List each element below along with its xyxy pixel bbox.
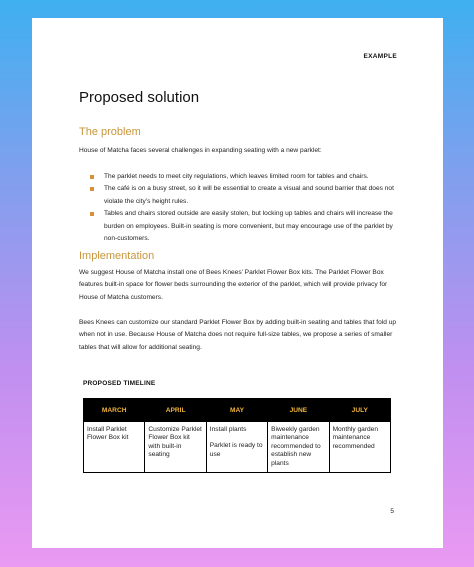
month-header-may: MAY xyxy=(206,399,267,422)
timeline-table xyxy=(83,398,391,473)
problem-bullet: The café is on a busy street, so it will be essential to create a visual and sound barrier that does not violate the city’s height rules. xyxy=(89,183,401,208)
month-header-june: JUNE xyxy=(268,399,329,422)
implementation-paragraph-1: We suggest House of Matcha install one of Bees Knees’ Parklet Flower Box kits. The Parklet Flower Box features built-in space for flower beds surrounding the exterior of the parklet, which will provide privacy for House of Matcha customers. xyxy=(79,269,388,301)
task-june: Biweekly garden maintenance recommended to establish new plants xyxy=(268,422,329,473)
timeline-header-row xyxy=(84,399,391,422)
timeline-label: PROPOSED TIMELINE xyxy=(83,380,156,387)
month-header-march: MARCH xyxy=(84,399,145,422)
problem-bullet: The parklet needs to meet city regulations, which leaves limited room for tables and chairs. xyxy=(89,171,401,183)
page-title: Proposed solution xyxy=(79,89,200,106)
implementation-heading: Implementation xyxy=(79,250,155,262)
task-march: Install Parklet Flower Box kit xyxy=(84,422,145,473)
problem-bullet: Tables and chairs stored outside are easily stolen, but locking up tables and chairs will increase the burden on employees. Built-in seating is more convenient, but may encourage use of the parklet by non-customers. xyxy=(89,208,401,245)
problem-bullet-list xyxy=(89,171,401,245)
month-header-july: JULY xyxy=(329,399,390,422)
implementation-paragraph-2: Bees Knees can customize our standard Parklet Flower Box by adding built-in seating and tables that fold up when not in use. Because House of Matcha does not require full-size tables, we propose a series of smaller tables that will allow for additional seating. xyxy=(79,319,397,351)
month-header-april: APRIL xyxy=(145,399,206,422)
problem-intro: House of Matcha faces several challenges in expanding seating with a new parklet: xyxy=(79,147,322,154)
task-may xyxy=(206,422,267,473)
task-may-text: Install plants xyxy=(209,426,247,433)
task-july: Monthly garden maintenance recommended xyxy=(329,422,390,473)
page-number: 5 xyxy=(390,508,394,515)
task-may-extra: Parklet is ready to use xyxy=(209,442,263,458)
document-page xyxy=(32,18,443,548)
task-april: Customize Parklet Flower Box kit with built-in seating xyxy=(145,422,206,473)
example-label: EXAMPLE xyxy=(363,53,397,60)
problem-heading: The problem xyxy=(79,126,141,138)
timeline-task-row xyxy=(84,422,391,473)
